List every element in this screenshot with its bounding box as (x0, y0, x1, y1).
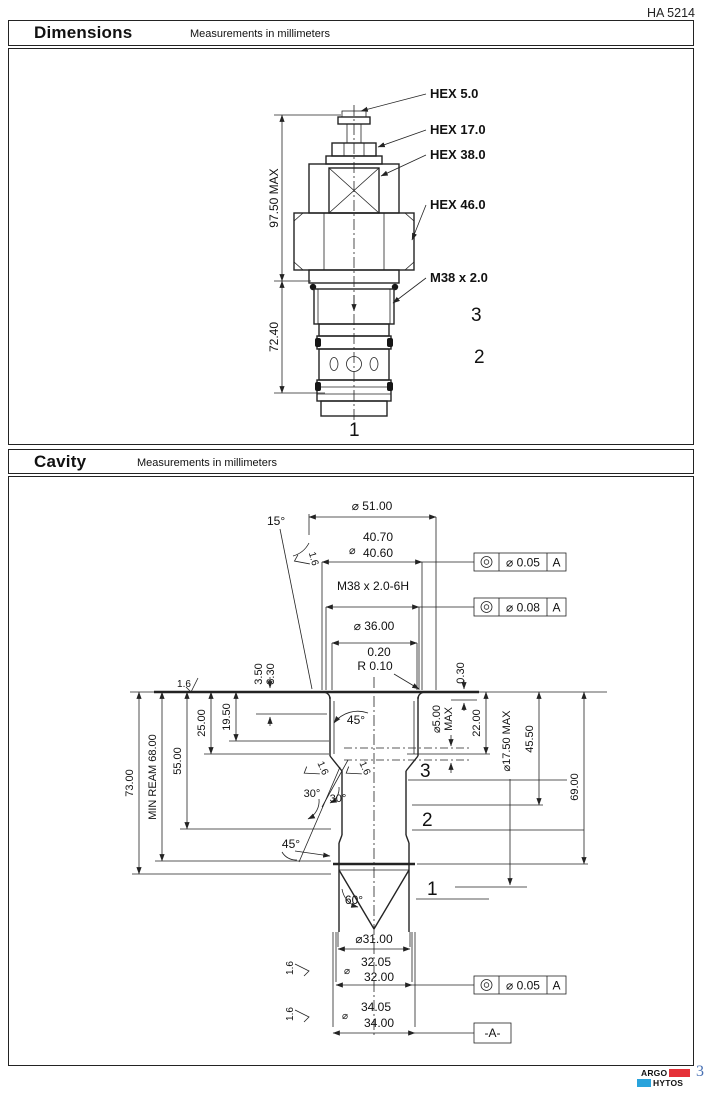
dim-step030: 0.30 (455, 662, 467, 684)
dim-d5500: 55.00 (172, 747, 184, 775)
dim-d36: ⌀ 36.00 (353, 619, 395, 633)
cavity-port-labels (408, 761, 584, 900)
dim-d2500: 25.00 (196, 709, 208, 737)
dim-d3400: 34.00 (363, 1016, 395, 1030)
dim-d3405: 34.05 (360, 1000, 392, 1014)
frame1-value: ⌀ 0.05 (506, 555, 540, 570)
dim-angle15: 15° (267, 514, 286, 528)
dimensions-subtitle: Measurements in millimeters (190, 28, 330, 40)
dim-angle30-b: 30° (329, 793, 347, 805)
surface-finish-icon (344, 759, 372, 783)
cavity-right-dims (344, 662, 588, 887)
dim-d1750: ⌀17.50 MAX (501, 710, 513, 772)
callout-hex17: HEX 17.0 (430, 122, 486, 137)
concentricity-icon (481, 980, 492, 991)
svg-text:1.6: 1.6 (285, 961, 296, 975)
dim-sf330: 3.30 (265, 663, 277, 685)
surface-finish-icon (302, 759, 330, 783)
brand-logo (637, 1068, 693, 1088)
dim-d3205: 32.05 (360, 955, 392, 969)
port-1-label: 1 (349, 420, 360, 441)
dim-d2200: 22.00 (471, 709, 483, 737)
svg-text:1.6: 1.6 (305, 550, 321, 568)
dim-d40-lo: 40.60 (362, 546, 394, 560)
page-number: 3 (696, 1063, 704, 1080)
cavity-header (8, 449, 694, 474)
brand-top-text: ARGO (641, 1067, 668, 1078)
frame2-datum: A (552, 600, 561, 615)
dim-r010: R 0.10 (357, 659, 393, 673)
surface-finish-icon (293, 550, 320, 571)
cavity-bottom-dims (285, 932, 474, 1033)
surface-finish-icon (285, 1007, 309, 1022)
dim-d7300: 73.00 (124, 769, 136, 797)
dim-d40-hi: 40.70 (362, 530, 394, 544)
dim-c020: 0.20 (367, 645, 391, 659)
dim-d6900: 69.00 (569, 773, 581, 801)
frame2-value: ⌀ 0.08 (506, 600, 540, 615)
cavity-top-dims (267, 499, 474, 690)
dim-d500: ⌀5.00 (431, 704, 443, 734)
dim-minream: MIN REAM 68.00 (147, 734, 159, 820)
dia-sign: ⌀ (342, 1011, 349, 1022)
callout-hex38: HEX 38.0 (430, 147, 486, 162)
dim-angle45-upper: 45° (346, 713, 366, 727)
callout-thread: M38 x 2.0 (430, 270, 488, 285)
tolerance-frame-3 (474, 976, 566, 994)
dim-sf350: 3.50 (253, 663, 265, 685)
dim-d51: ⌀ 51.00 (351, 499, 393, 513)
port-3-label: 3 (420, 761, 431, 782)
tolerance-frame-2 (474, 598, 566, 616)
dim-d3200: 32.00 (363, 970, 395, 984)
svg-text:1.6: 1.6 (356, 759, 373, 777)
frame3-value: ⌀ 0.05 (506, 978, 540, 993)
doc-number: HA 5214 (647, 6, 695, 20)
dimensions-panel (8, 48, 694, 445)
dim-d31: ⌀31.00 (355, 932, 393, 946)
cavity-drawing (27, 477, 687, 1063)
dim-insert-depth: 72.40 (267, 321, 281, 353)
cavity-panel (8, 476, 694, 1066)
port-1-label: 1 (427, 879, 438, 900)
port-2-label: 2 (422, 810, 433, 831)
dim-d1950: 19.50 (221, 703, 233, 731)
dimensions-header (8, 20, 694, 46)
cavity-subtitle: Measurements in millimeters (137, 457, 277, 469)
port-3-label: 3 (471, 305, 482, 326)
cavity-angle-annotations (282, 711, 372, 907)
svg-text:1.6: 1.6 (177, 679, 191, 690)
dia-sign: ⌀ (349, 545, 356, 557)
frame1-datum: A (552, 555, 561, 570)
surface-finish-icon (177, 678, 198, 692)
brand-red-block (669, 1069, 690, 1077)
svg-text:1.6: 1.6 (314, 759, 331, 777)
dimensions-title: Dimensions (34, 23, 133, 42)
svg-text:1.6: 1.6 (285, 1007, 296, 1021)
tolerance-frame-1 (474, 553, 566, 571)
dim-angle60: 60° (344, 893, 364, 907)
dim-thread: M38 x 2.0-6H (336, 579, 410, 593)
datum-flag-label: -A- (484, 1026, 501, 1040)
dim-overall-height: 97.50 MAX (267, 168, 281, 228)
brand-blue-block (637, 1079, 651, 1087)
port-2-label: 2 (474, 347, 485, 368)
dim-d4550: 45.50 (524, 725, 536, 753)
valve-port-labels (349, 305, 485, 441)
cavity-top-face (130, 678, 607, 692)
brand-bottom-text: HYTOS (653, 1077, 684, 1088)
datum-flag (474, 1023, 511, 1043)
concentricity-icon (481, 602, 492, 613)
surface-finish-icon (285, 961, 309, 976)
dia-sign: ⌀ (344, 966, 351, 977)
dim-d500-max: MAX (443, 707, 455, 731)
callout-hex46: HEX 46.0 (430, 197, 486, 212)
dim-angle45-lower: 45° (281, 837, 301, 851)
dimensions-drawing (27, 49, 687, 441)
frame3-datum: A (552, 978, 561, 993)
cavity-title: Cavity (34, 452, 87, 471)
callout-hex5: HEX 5.0 (430, 86, 479, 101)
dim-angle30-a: 30° (303, 788, 321, 800)
concentricity-icon (481, 557, 492, 568)
